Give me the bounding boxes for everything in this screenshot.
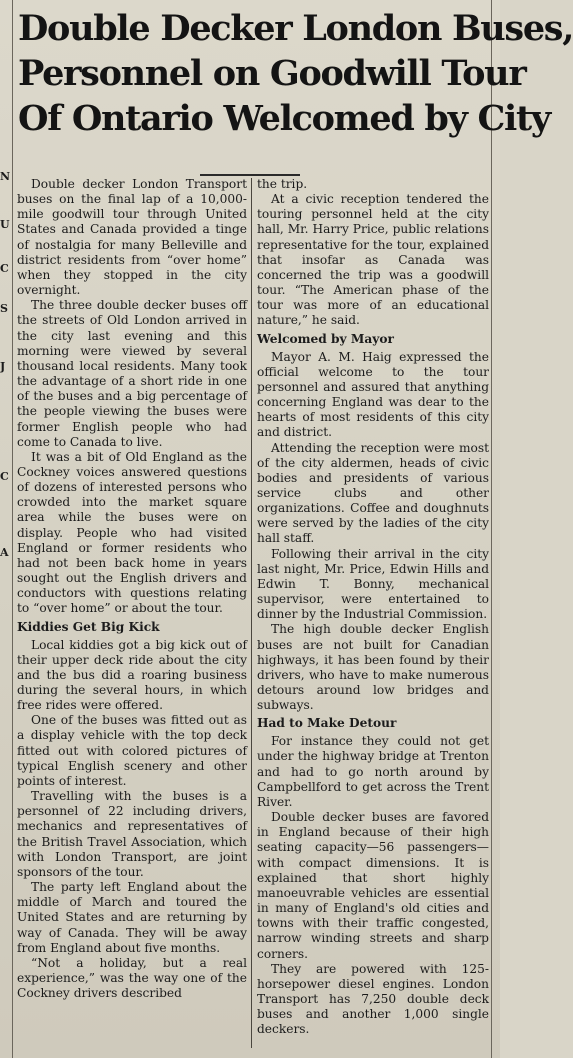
column-divider bbox=[251, 178, 252, 1048]
headline-line: Of Ontario Welcomed by City bbox=[18, 98, 550, 139]
headline-rule bbox=[200, 174, 300, 176]
article-column-right bbox=[257, 177, 489, 1037]
headline-line: Double Decker London Buses, bbox=[18, 8, 573, 49]
section-subheading: Kiddies Get Big Kick bbox=[17, 619, 160, 634]
headline-line: Personnel on Goodwill Tour bbox=[18, 53, 526, 94]
headline bbox=[18, 6, 573, 141]
article-paragraph: The party left England about the middle of March and toured the United States and are returning by way of Canada. They will be away from England about five months. bbox=[17, 880, 247, 955]
edge-letter: S bbox=[0, 302, 8, 315]
article-paragraph: It was a bit of Old England as the Cockney voices answered questions of dozens of interested persons who crowded into the market square area while the buses were on display. People who had visited England or former residents who had not been back home in years sought out the English drivers and conductors with questions relating to “over home” or about the tour. bbox=[17, 449, 247, 616]
section-subheading: Welcomed by Mayor bbox=[257, 331, 394, 346]
article-paragraph: The high double decker English buses are not built for Canadian highways, it has been found by their drivers, who have to make numerous detours around low bridges and subways. bbox=[257, 622, 489, 713]
adjacent-column-edge-right bbox=[491, 0, 500, 1058]
article-paragraph: Attending the reception were most of the city aldermen, heads of civic bodies and presidents of various service clubs and other organizations. Coffee and doughnuts were served by the ladies of the city hall staff. bbox=[257, 440, 489, 546]
adjacent-column-edge-left bbox=[0, 0, 13, 1058]
edge-letter: N bbox=[0, 170, 11, 183]
article-column-left bbox=[17, 177, 247, 1001]
edge-letter: C bbox=[0, 262, 9, 275]
article-paragraph: Double decker buses are favored in England because of their high seating capacity—56 passengers—with compact dimensions. It is explained that short highly manoeuvrable vehicles are essential in many of England's old cities and towns with their traffic congested, narrow winding streets and sharp corners. bbox=[257, 810, 489, 961]
section-subheading: Had to Make Detour bbox=[257, 716, 397, 731]
article-paragraph: Following their arrival in the city last night, Mr. Price, Edwin Hills and Edwin T. Bonny, mechanical supervisor, were entertained to dinner by the Industrial Commission. bbox=[257, 546, 489, 622]
article-paragraph: The three double decker buses off the streets of Old London arrived in the city last evening and this morning were viewed by several thousand local residents. Many took the advantage of a short ride in one of the buses and a big percentage of the people viewing the buses were former English people who had come to Canada to live. bbox=[17, 298, 247, 449]
article-paragraph: One of the buses was fitted out as a display vehicle with the top deck fitted out with colored pictures of typical English scenery and other points of interest. bbox=[17, 713, 247, 788]
article-paragraph: For instance they could not get under the highway bridge at Trenton and had to go north around by Campbellford to get across the Trent River. bbox=[257, 734, 489, 809]
edge-letter: C bbox=[0, 470, 9, 483]
article-paragraph: Double decker London Transport buses on the final lap of a 10,000-mile goodwill tour through United States and Canada provided a tinge of nostalgia for many Belleville and district residents from “over home” when they stopped in the city overnight. bbox=[17, 177, 247, 298]
article-paragraph: “Not a holiday, but a real experience,” was the way one of the Cockney drivers described bbox=[17, 955, 247, 1001]
article-paragraph: Travelling with the buses is a personnel of 22 including drivers, mechanics and representatives of the British Travel Association, which with London Transport, are joint sponsors of the tour. bbox=[17, 789, 247, 879]
article-paragraph: Local kiddies got a big kick out of their upper deck ride about the city and the bus did a roaring business during the several hours, in which free rides were offered. bbox=[17, 637, 247, 713]
edge-letter: A bbox=[0, 546, 9, 559]
edge-letter: J bbox=[0, 360, 6, 373]
article-paragraph: They are powered with 125-horsepower diesel engines. London Transport has 7,250 double deck buses and another 1,000 single deckers. bbox=[257, 961, 489, 1037]
edge-letter: U bbox=[0, 218, 10, 231]
article-paragraph: At a civic reception tendered the touring personnel held at the city hall, Mr. Harry Price, public relations representative for the tour, explained that insofar as Canada was concerned the trip was a goodwill tour. “The American phase of the tour was more of an educational nature,” he said. bbox=[257, 192, 489, 328]
article-paragraph: the trip. bbox=[257, 177, 308, 191]
article-paragraph: Mayor A. M. Haig expressed the official welcome to the tour personnel and assured that anything concerning England was dear to the hearts of most residents of this city and district. bbox=[257, 349, 489, 440]
